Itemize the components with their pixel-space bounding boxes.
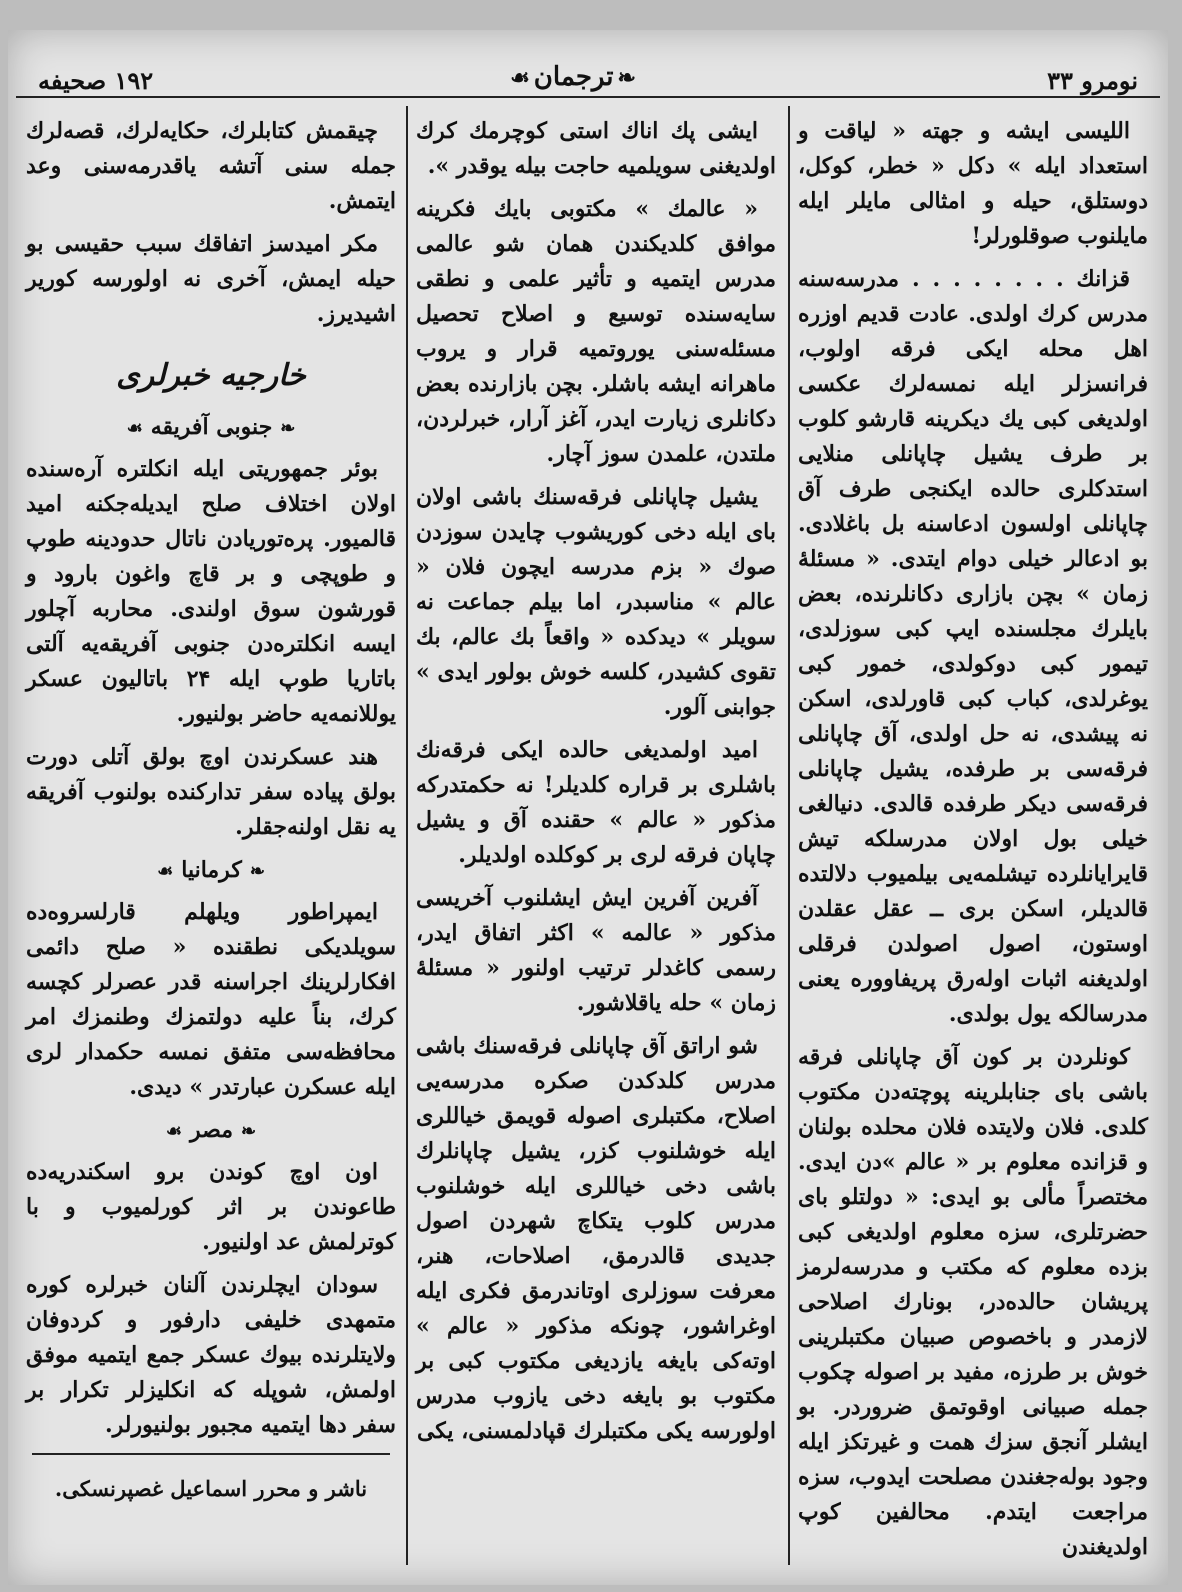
paragraph: امید اولمدیغی حالده ایکی فرقه‌نك باشلری بر قراره کلدیلر! نه حکمتدرکه مذکور « عالم » حقنده آق و یشیل چاپان فرقه لری بر کوکلده اولدیلر. bbox=[416, 737, 776, 868]
newspaper-title: ترجمان bbox=[533, 62, 614, 92]
masthead bbox=[488, 62, 658, 92]
publisher-signature: ناشر و محرر اسماعیل غصپرنسکی. bbox=[54, 1476, 368, 1501]
subheading-label: مصر bbox=[190, 1117, 234, 1143]
page-number: ۱۹۲ صحیفه bbox=[38, 66, 154, 95]
subheading-label: جنوبی آفریقه bbox=[150, 414, 273, 440]
column-left bbox=[26, 114, 396, 1514]
subheading bbox=[26, 853, 396, 889]
paragraph: ایشی پك اناك استی کوچرمك کرك اولدیغنی سویلمیه حاجت بیله یوقدر ». bbox=[416, 118, 776, 179]
issue-number: نومرو ۳۳ bbox=[1047, 66, 1138, 95]
header-rule bbox=[16, 96, 1160, 98]
paragraph: آفرین آفرین ایش ایشلنوب آخریسی مذکور « عالمه » اکثر اتفاق ایدر، رسمی کاغدلر ترتیب اولنور « مسئلهٔ زمان » حله یاقلاشور. bbox=[416, 885, 776, 1016]
paragraph: اون اوچ کوندن برو اسکندریه‌ده طاعوندن بر اثر کورلمیوب و با کوترلمش عد اولنیور. bbox=[26, 1159, 396, 1255]
subheading bbox=[26, 410, 396, 446]
ornament-icon: ❧ bbox=[249, 861, 265, 882]
column-rule bbox=[406, 106, 408, 1565]
section-title: خارجیه خبرلری bbox=[116, 358, 306, 393]
paragraph: قزانك . . . . . . . . مدرسه‌سنه مدرس کرك اولدی. عادت قدیم اوزره اهل محله ایکی فرقه اولوب، فرانسزلر ایله نمسه‌لرك عکسی اولدیغی کبی یك دیکرینه قارشو کلوب بر طرف یشیل چاپانلی منلایی استدکلری حالده ایکنجی طرف آق چاپانلی اولسون ادعاسنه بل باغلادی. بو ادعالر خیلی دوام ایتدی. « مسئلهٔ زمان » بچن بازاری دکانلرنده، بعض بایلرك مجلسنده ایپ کبی سوزلدی، تیمور کبی دوکولدی، خمور کبی یوغرلدی، کباب کبی قاورلدی، اسکن نه پیشدی، نه حل اولدی، آق چاپانلی فرقه‌سی بر طرفده، یشیل چاپانلی فرقه‌سی دیکر طرفده قالدی. دنیالغی خیلی بول اولان مدرسلکه تیش قایرایانلرده تیشلمه‌یی بیلمیوب دلالتده قالدیلر، اسکن بری ــ عقل عقلدن اوستون، اصول اصولدن فرقلی اولدیغنه اثبات اوله‌رق پریفاووره یعنی مدرسالکه یول بولدی. bbox=[798, 266, 1148, 1027]
paragraph: « عالمك » مکتوبی بایك فکرینه موافق کلدیکندن همان شو عالمی مدرس ایتمیه و تأثیر علمی و نطقی سایه‌سنده توسیع و اصلاح تحصیل مسئله‌سنی یوروتمیه قرار و یروب ماهرانه ایشه باشلر. بچن بازارنده بعض دکانلری زیارت ایدر، آغز آرار، خبرلردن، ملتدن، علمدن سوز آچار. bbox=[416, 196, 776, 467]
ornament-icon: ❧ bbox=[241, 1121, 257, 1142]
paragraph: چیقمش کتابلرك، حکایه‌لرك، قصه‌لرك جمله سنی آتشه یاقدرمه‌سنی وعد ایتمش. bbox=[26, 118, 396, 214]
column-rule bbox=[788, 106, 790, 1565]
ornament-icon: ☙ bbox=[165, 1121, 183, 1142]
paragraph: سودان ایچلرندن آلنان خبرلره کوره متمهدی خلیفی دارفور و کردوفان ولایتلرنده بیوك عسکر جمع ایتمیه موفق اولمش، شوپله که انکلیزلر تکرار بر سفر دها ایتمیه مجبور بولنیورلر. bbox=[26, 1272, 396, 1438]
ornament-icon: ☙ bbox=[510, 65, 530, 91]
ornament-icon: ❧ bbox=[617, 65, 636, 91]
ornament-icon: ☙ bbox=[157, 861, 174, 882]
paragraph: هند عسکرندن اوچ بولق آتلی دورت بولق پیاده سفر تدارکنده بولنوب آفریقه یه نقل اولنه‌جقلر. bbox=[26, 744, 396, 840]
ornament-icon: ☙ bbox=[126, 418, 143, 439]
paragraph: یشیل چاپانلی فرقه‌سنك باشی اولان بای ایله دخی کوریشوب چایدن سوزدن صوك « بزم مدرسه ایچون فلان « عالم » مناسبدر، اما بیلم جماعت نه سویلر » دیدکده « واقعاً بك عالم، بك تقوی کشیدر، کلسه خوش بولور ایدی » جوابنی آلور. bbox=[416, 484, 776, 720]
paragraph: بوئر جمهوریتی ایله انکلتره آره‌سنده اولان اختلاف صلح ایدیله‌جکنه امید قالمیور. پره‌توریادن ناتال حدودینه طوپ و طوپچی و بر قاچ واغون بارود و قورشون سوق اولندی. محاربه آچلور ایسه انکلتره‌دن جنوبی آفریقه‌یه آلتی باتاریا طوپ ایله ۲۴ باتالیون عسکر یوللانمه‌یه حاضر بولنیور. bbox=[26, 456, 397, 727]
paragraph: کونلردن بر کون آق چاپانلی فرقه باشی بای جنابلرینه پوچته‌دن مکتوب کلدی. فلان ولایتده فلان محلده بولنان و قزانده معلوم بر « عالم »دن ایدی. مختصراً مألی بو ایدی: « دولتلو بای حضرتلری، سزه معلوم اولدیغی کبی بزده معلوم که مکتب و مدرسه‌لرمز پریشان حالده‌در، بونارك اصلاحی لازمدر و باخصوص صبیان مکتبلرینی خوش بر طرزه، مفید بر اصوله چکوب جمله صبیانی اوقوتمق ضروردر. بو ایشلر آنجق سزك همت و غیرتکز ایله وجود بوله‌جغندن مصلحت ایدوب، سزه مراجعت ایتدم. محالفین کوپ اولدیغندن bbox=[798, 1044, 1148, 1560]
newspaper-page bbox=[8, 30, 1168, 1585]
ornament-icon: ❧ bbox=[280, 418, 296, 439]
paragraph: شو اراتق آق چاپانلی فرقه‌سنك باشی مدرس کلدکدن صکره مدرسه‌یی اصلاح، مکتبلری اصوله قویمق خیاللری ایله خوشلنوب کزر، یشیل چاپانلرك باشی دخی خیاللری ایله خوشلنوب مدرس کلوب یتکاچ شهردن اصول جدیدی قالدرمق، اصلاحات، هنر، معرفت سوزلری اوتاندرمق فکری ایله اوغراشور، چونکه مذکور « عالم » اوته‌کی بایغه یازدیغی مکتوب کبی بر مکتوب بو بایغه دخی یازوب مدرس اولورسه یکی مکتبلرك قپادلمسنی، یکی bbox=[416, 1033, 776, 1444]
paragraph: ایمپراطور ویلهلم قارلسروه‌ده سویلدیکی نطقنده « صلح دائمی افکارلرینك اجراسنه قدر عصرلر کچسه کرك، بناً علیه دولتمزك وطنمزك امر محافظه‌سی متفق نمسه حکمدار لری ایله عسکرن عبارتدر » دیدی. bbox=[26, 899, 396, 1100]
column-middle bbox=[416, 114, 776, 1457]
paragraph: اللیسی ایشه و جهته « لیاقت و استعداد ایله » دکل « خطر، کوکل، دوستلق، حیله و امثالی مایلر ایله مایلنوب صوقلورلر! bbox=[798, 118, 1148, 249]
divider bbox=[32, 1453, 390, 1455]
paragraph: مکر امیدسز اتفاقك سبب حقیسی بو حیله ایمش، آخری نه اولورسه کوریر اشیدیرز. bbox=[26, 231, 396, 327]
column-right bbox=[798, 114, 1148, 1573]
subheading-label: کرمانیا bbox=[181, 857, 242, 883]
subheading bbox=[26, 1113, 396, 1149]
